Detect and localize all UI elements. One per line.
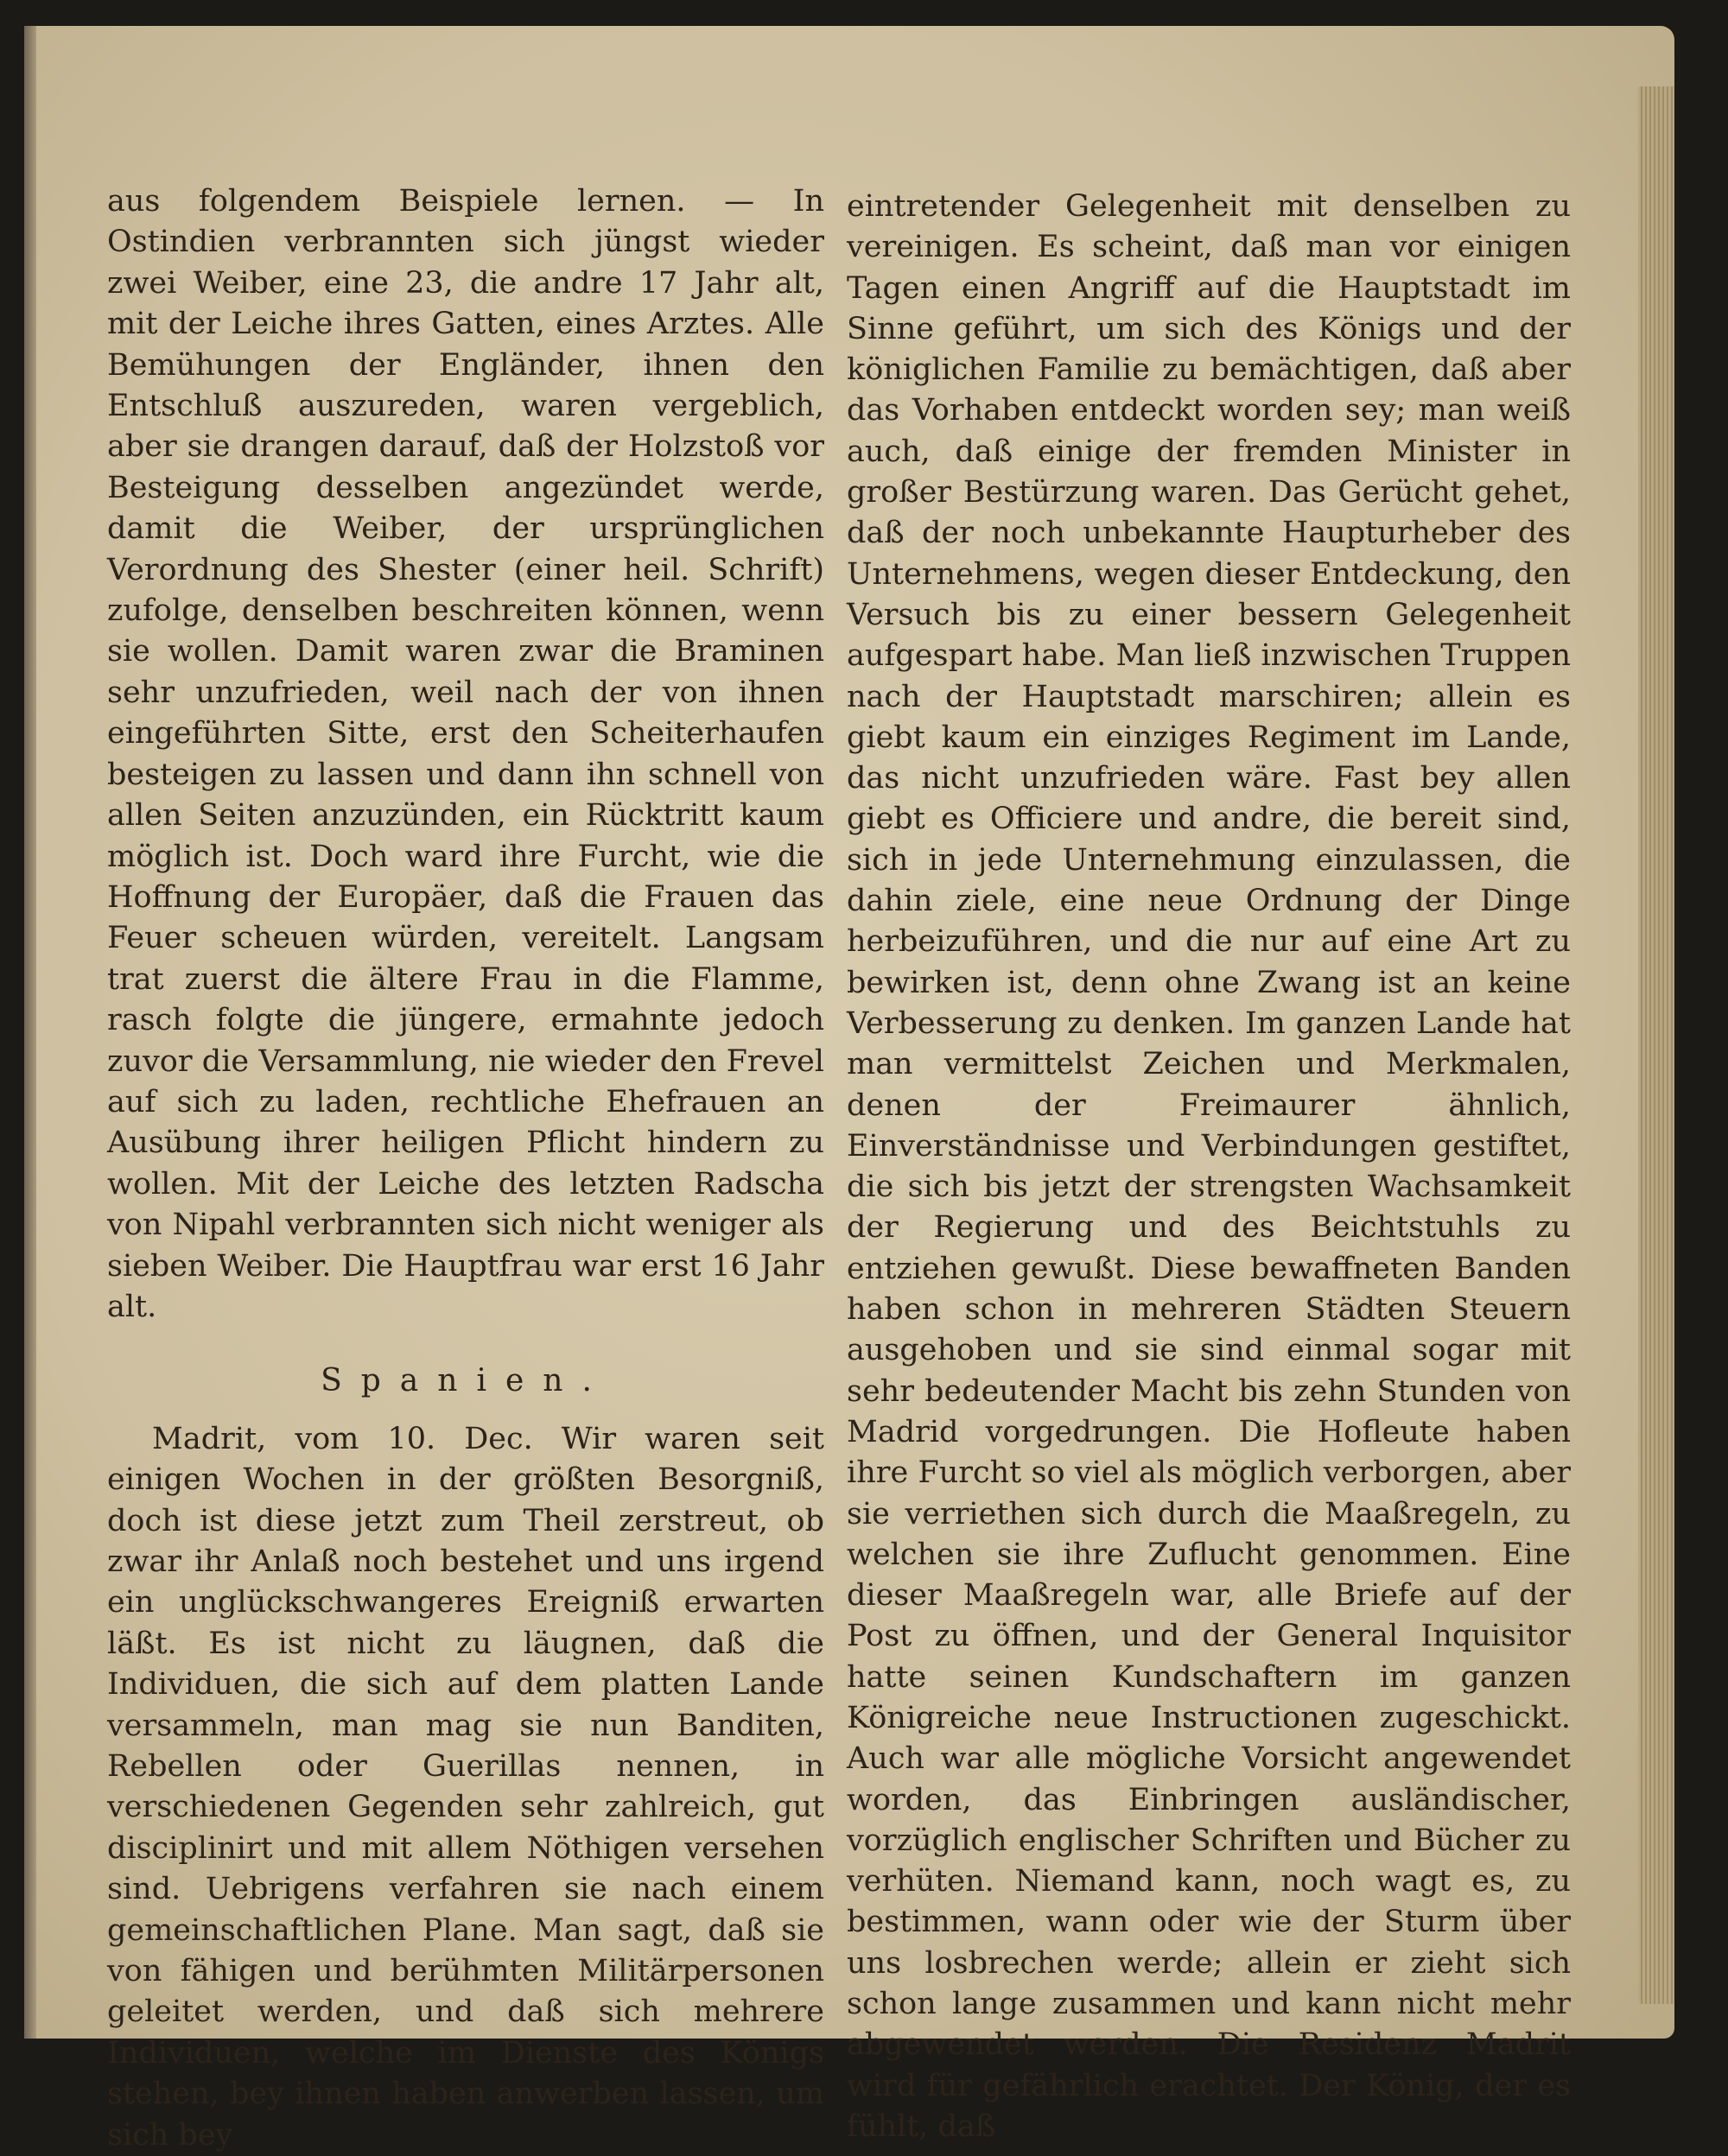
right-column [847,187,1571,2147]
left-paragraph-1: aus folgendem Beispiele lernen. — In Ostindien verbrannten sich jüngst wieder zwei Weiber, eine 23, die andre 17 Jahr alt, mit der Leiche ihres Gatten, eines Arztes. Alle Bemühungen der Engländer, ihnen den Entschluß auszureden, waren vergeblich, aber sie drangen darauf, daß der Holzstoß vor Besteigung desselben angezündet werde, damit die Weiber, der ursprünglichen Verordnung des Shester (einer heil. Schrift) zufolge, denselben beschreiten können, wenn sie wollen. Damit waren zwar die Braminen sehr unzufrieden, weil nach der von ihnen eingeführten Sitte, erst den Scheiterhaufen besteigen zu lassen und dann ihn schnell von allen Seiten anzuzünden, ein Rücktritt kaum möglich ist. Doch ward ihre Furcht, wie die Hoffnung der Europäer, daß die Frauen das Feuer scheuen würden, vereitelt. Langsam trat zuerst die ältere Frau in die Flamme, rasch folgte die jüngere, ermahnte jedoch zuvor die Versammlung, nie wieder den Frevel auf sich zu laden, rechtliche Ehefrauen an Ausübung ihrer heiligen Pflicht hindern zu wollen. Mit der Leiche des letzten Radscha von Nipahl verbrannten sich nicht weniger als sieben Weiber. Die Hauptfrau war erst 16 Jahr alt. [107,184,824,1324]
left-paragraph-2: Madrit, vom 10. Dec. Wir waren seit einigen Wochen in der größten Besorgniß, doch ist diese jetzt zum Theil zerstreut, ob zwar ihr Anlaß noch bestehet und uns irgend ein unglückschwangeres Ereigniß erwarten läßt. Es ist nicht zu läugnen, daß die Individuen, die sich auf dem platten Lande versammeln, man mag sie nun Banditen, Rebellen oder Guerillas nennen, in verschiedenen Gegenden sehr zahlreich, gut disciplinirt und mit allem Nöthigen versehen sind. Uebrigens verfahren sie nach einem gemeinschaftlichen Plane. Man sagt, daß sie von fähigen und berühmten Militärpersonen geleitet werden, und daß sich mehrere Individuen, welche im Dienste des Königs stehen, bey ihnen haben anwerben lassen, um sich bey [107,1421,824,2153]
right-paragraph-1: eintretender Gelegenheit mit denselben zu vereinigen. Es scheint, daß man vor einigen Tagen einen Angriff auf die Hauptstadt im Sinne geführt, um sich des Königs und der königlichen Familie zu bemächtigen, daß aber das Vorhaben entdeckt worden sey; man weiß auch, daß einige der fremden Minister in großer Bestürzung waren. Das Gerücht gehet, daß der noch unbekannte Haupturheber des Unternehmens, wegen dieser Entdeckung, den Versuch bis zu einer bessern Gelegenheit aufgespart habe. Man ließ inzwischen Truppen nach der Hauptstadt marschiren; allein es giebt kaum ein einziges Regiment im Lande, das nicht unzufrieden wäre. Fast bey allen giebt es Officiere und andre, die bereit sind, sich in jede Unternehmung einzulassen, die dahin ziele, eine neue Ordnung der Dinge herbeizuführen, und die nur auf eine Art zu bewirken ist, denn ohne Zwang ist an keine Verbesserung zu denken. Im ganzen Lande hat man vermittelst Zeichen und Merkmalen, denen der Freimaurer ähnlich, Einverständnisse und Verbindungen gestiftet, die sich bis jetzt der strengsten Wachsamkeit der Regierung und des Beichtstuhls zu entziehen gewußt. Diese bewaffneten Banden haben schon in mehreren Städten Steuern ausgehoben und sie sind einmal sogar mit sehr bedeutender Macht bis zehn Stunden von Madrid vorgedrungen. Die Hofleute haben ihre Furcht so viel als möglich verborgen, aber sie verriethen sich durch die Maaßregeln, zu welchen sie ihre Zuflucht genommen. Eine dieser Maaßregeln war, alle Briefe auf der Post zu öffnen, und der General Inquisitor hatte seinen Kundschaftern im ganzen Königreiche neue Instructionen zugeschickt. Auch war alle mögliche Vorsicht angewendet worden, das Einbringen ausländischer, vorzüglich englischer Schriften und Bücher zu verhüten. Niemand kann, noch wagt es, zu bestimmen, wann oder wie der Sturm über uns losbrechen werde; allein er zieht sich schon lange zusammen und kann nicht mehr abgewendet werden. Die Residenz Madrit wird für gefährlich erachtet. Der König, der es fühlt, daß [847,189,1571,2144]
page-edges [1638,86,1674,2004]
book-page [24,26,1674,2153]
left-column [107,181,824,2156]
section-heading: Spanien. [321,1363,611,1399]
page-binding [24,26,36,2039]
